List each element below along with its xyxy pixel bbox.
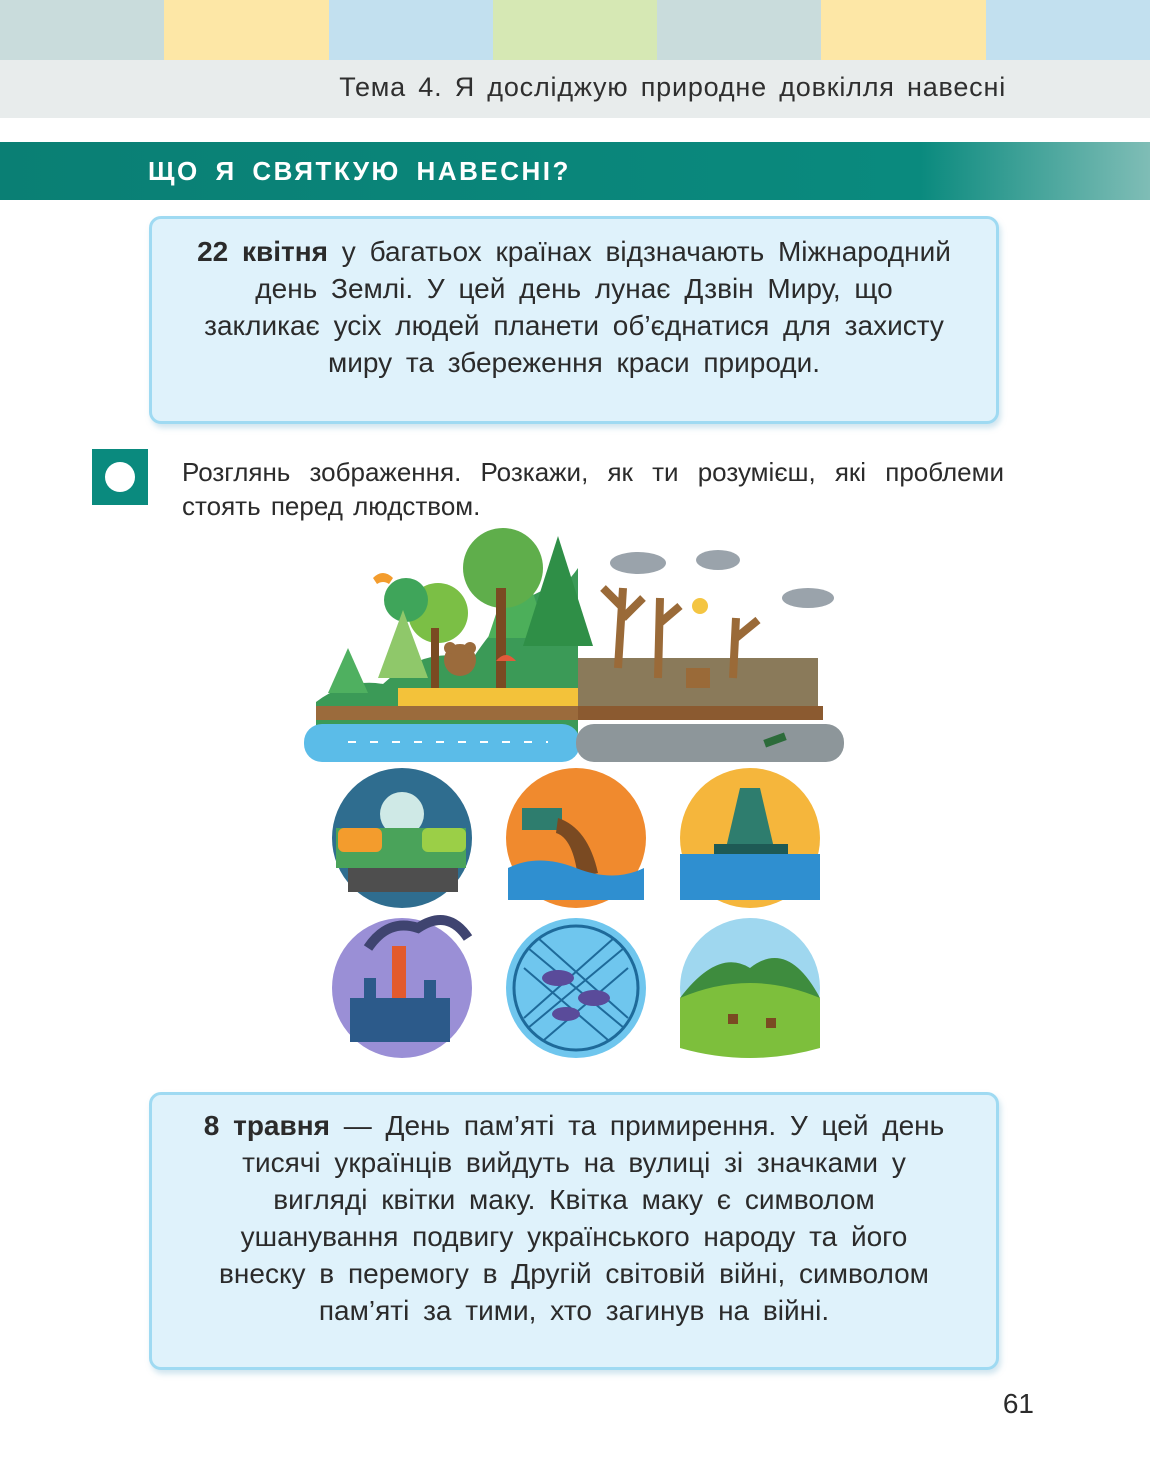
- strip-segment: [164, 0, 328, 60]
- task-marker-icon: [92, 449, 148, 505]
- strip-segment: [821, 0, 985, 60]
- header-color-strip: [0, 0, 1150, 60]
- earth-day-info-box: [149, 216, 999, 424]
- water-pollution-icon: [506, 768, 646, 908]
- factory-smoke-icon: [332, 918, 472, 1058]
- overfishing-icon: [506, 918, 646, 1058]
- deforested-hills-icon: [680, 918, 820, 1058]
- memory-day-info-box: [149, 1092, 999, 1370]
- ecology-illustration: [288, 528, 860, 1064]
- section-title: ЩО Я СВЯТКУЮ НАВЕСНІ?: [148, 156, 571, 186]
- earth-day-date: 22 квітня: [197, 236, 329, 267]
- page-number: 61: [1002, 1388, 1034, 1419]
- memory-day-date: 8 травня: [203, 1110, 330, 1141]
- river-scene: [304, 724, 844, 762]
- section-header: [0, 142, 1150, 200]
- memory-day-text: — День пам’яті та примирення. У цей день тисячі українців вийдуть на вулиці зі значками у вигляді квітки маку. Квітка маку є символом ушанування подвигу українського народу та його внеску в перемогу в Другій світовій війні, символом пам’яті за тими, хто загинув на війні.: [219, 1110, 945, 1326]
- strip-segment: [0, 0, 164, 60]
- topic-title: Тема 4. Я досліджую природне довкілля навесні: [339, 72, 1006, 102]
- strip-segment: [329, 0, 493, 60]
- car-pollution-icon: [332, 768, 472, 908]
- oil-platform-icon: [680, 768, 820, 908]
- earth-day-text: у багатьох країнах відзначають Міжнародний день Землі. У цей день лунає Дзвін Миру, що закликає усіх людей планети об’єднатися для захисту миру та збереження краси природи.: [204, 236, 951, 378]
- strip-segment: [493, 0, 657, 60]
- strip-segment: [986, 0, 1150, 60]
- topic-bar: [0, 60, 1150, 118]
- strip-segment: [657, 0, 821, 60]
- task-instruction: Розглянь зображення. Розкажи, як ти розумієш, які проблеми стоять перед людством.: [182, 457, 1004, 521]
